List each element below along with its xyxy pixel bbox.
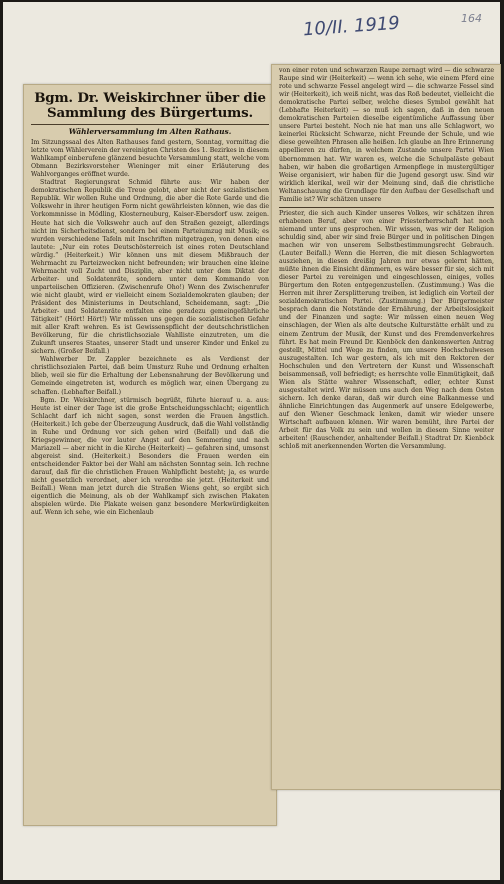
handwritten-date: 10/II. 1919 <box>302 12 401 41</box>
page-number: 164 <box>461 12 482 25</box>
paragraph: Wahlwerber Dr. Zappler bezeichnete es als Verdienst der christlichsozialen Partei, daß beim Umsturz Ruhe und Ordnung erhalten blieb, weil sie für die Erhaltung der Lebensnahrung der Bevölkerung und Gemeinde eingetreten ist, wodurch es möglich war, einen Übergang zu schaffen. (Lebhafter Beifall.) <box>31 356 269 396</box>
archive-sheet <box>3 2 500 880</box>
column-divider <box>279 207 494 208</box>
paragraph: Im Sitzungssaal des Alten Rathauses fand gestern, Sonntag, vormittag die letzte vom Wählerverein der vereinigten Christen des 1. Bezirkes in diesem Wahlkampf einberufene glänzend besuchte Versammlung statt, welche vom Obmann Bezirksvorsteher Wieninger mit einer Erläuterung des Wahlvorganges eröffnet wurde. <box>31 139 269 179</box>
paragraph: Bgm. Dr. Weiskirchner, stürmisch begrüßt, führte hierauf u. a. aus: Heute ist einer der Tage ist die große Entscheidungsschlacht; eigentlich Schlacht darf ich nicht sagen, sonst werden die Frauen ängstlich. (Heiterkeit.) Ich gebe der Überzeugung Ausdruck, daß die Wahl vollständig in Ruhe und Ordnung vor sich gehen wird (Beifall) und daß die Kriegsgewinner, die vor lauter Angst auf den Semmering und nach Mariazell — aber nicht in die Kirche (Heiterkeit) — gefahren sind, umsonst abgereist sind. (Heiterkeit.) Besonders die Frauen werden ein entscheidender Faktor bei der Wahl am nächsten Sonntag sein. Ich rechne darauf, daß für die christlichen Frauen Wahlpflicht besteht; ja, es wurde nicht gesetzlich verordnet, aber ich verordne sie jetzt. (Heiterkeit und Beifall.) Wenn man jetzt durch die Straßen Wiens geht, so ergibt sich eigentlich die Meinung, als ob der Wahlkampf sich zwischen Plakaten abspielen würde. Die Plakate weisen ganz besondere Merkwürdigkeiten auf. Wenn ich sehe, wie ein Eichenlaub <box>31 396 269 517</box>
left-column-text <box>31 85 269 517</box>
clipping-left-column <box>23 84 277 826</box>
paragraph: von einer roten und schwarzen Raupe zernagt wird — die schwarze Raupe sind wir (Heiterkeit) — wenn ich sehe, wie einem Pferd eine rote und schwarze Fessel angelegt wird — die schwarze Fessel sind wir (Heiterkeit), ich weiß nicht, was das Roß bedeutet, vielleicht die demokratische Partei selber, welche dieses Symbol gewählt hat (Lebhafte Heiterkeit) — so muß ich sagen, daß in den neuen demokratischen Parteien dieselbe eigentümliche Auffassung über unsere Partei besteht. Noch nie hat man uns alle Schlagwort, wo keinerlei Rücksicht Schwarze, nicht Freunde der Schule, und wie diese geweihten Phrasen alle heißen. Ich glaube an Ihre Erinnerung appellieren zu dürfen, in welchem Zustande unsere Partei Wien übernommen hat. Wir waren es, welche die Schulpaläste gebaut haben, wir haben die großartigen Armenpflege in mustergültiger Weise organisiert, wir haben für die Jugend gesorgt usw. Sind wir wirklich klerikal, weil wir der Meinung sind, daß die christliche Weltanschauung die Grundlage für den Aufbau der Gesellschaft und Familie ist? Wir schätzen unsere <box>279 67 494 203</box>
right-column-text <box>279 67 494 451</box>
paragraph: Stadtrat Regierungsrat Schmid führte aus: Wir haben der demokratischen Republik die Treue gelobt, aber nicht der sozialistischen Republik. Wir wollen Ruhe und Ordnung, die aber die Rote Garde und die Volkswehr in ihrer heutigen Form nicht gewährleisten können, wie das die Vorkommnisse in Mödling, Klosterneuburg, Kaiser-Ebersdorf usw. zeigen. Heute hat sich die Volkswehr auch auf den Straßen gezeigt, allerdings nicht im Sicherheitsdienst, sondern bei einem Parteiumzug mit Musik; es wurden verschiedene Tafeln mit Inschriften mitgetragen, von denen eine lautete: „Nur ein rotes Deutschösterreich ist eines roten Deutschland würdig.“ (Heiterkeit.) Wir können uns mit diesem Mißbrauch der Wehrmacht zu Parteizwecken nicht befreunden; wir brauchen eine kleine Wehrmacht voll Zucht und Disziplin, aber nicht unter dem Diktat der Arbeiter- und Soldatenräte, sondern unter dem Kommando von unparteiischen Offizieren. (Zwischenrufe Oho!) Wenn des Zwischenrufer wie nicht glaubt, wird er vielleicht einem Sozialdemokraten glauben; der Präsident des Ministeriums in Deutschland, Scheidemann, sagt: „Die Arbeiter- und Soldatenräte entfalten eine geradezu gemeingefährliche Tätigkeit“ (Hört! Hört!) Wir müssen uns gegen die sozialistischen Gefahr mit aller Kraft wehren. Es ist Gewissenspflicht der deutschchristlichen Bevölkerung, für die christlichsoziale Wahlliste einzutreten, um die Zukunft unseres Staates, unserer Stadt und unserer Kinder und Enkel zu sichern. (Großer Beifall.) <box>31 179 269 356</box>
article-headline: Bgm. Dr. Weiskirchner über die Sammlung des Bürgertums. <box>34 90 266 121</box>
paragraph: Priester, die sich auch Kinder unseres Volkes, wir schätzen ihren erhabenen Beruf, aber von einer Priesterherrschaft hat noch niemand unter uns gesprochen. Wir wissen, was wir der Religion schuldig sind, aber wir sind freie Bürger und in politischen Dingen machen wir von unserem Selbstbestimmungsrecht Gebrauch. (Lauter Beifall.) Wenn die Herren, die mit diesen Schlagworten ausziehen, in diesen dreißig Jahren nur etwas gelernt hätten, müßte ihnen die Einsicht dämmern, es wäre besser für sie, sich mit dieser Partei zu vereinigen und eingeschlossen, einiges, volles Bürgertum den Roten entgegenzustellen. (Zustimmung.) Was die Herren mit ihrer Zersplitterung treiben, ist lediglich ein Vorteil der sozialdemokratischen Partei. (Zustimmung.) Der Bürgermeister besprach dann die Notstände der Ernährung, der Arbeitslosigkeit und der Finanzen und sagte: Wir müssen einen neuen Weg einschlagen, der Wien als alte deutsche Kulturstätte erhält und zu einem Zentrum der Musik, der Kunst und des Fremdenverkehres führt. Es hat mein Freund Dr. Kienböck den dankenswerten Antrag gestellt, Mittel und Wege zu finden, um unsere Hochschulwesen auszugestalten. Ich war gestern, als ich mit den Rektoren der Hochschulen und den Vertretern der Kunst und Wissenschaft beisammensaß, voll befriedigt; es herrschte volle Einmütigkeit, daß Wien als Stätte wahrer Wissenschaft, edler, echter Kunst ausgestaltet wird. Wir müssen uns auch den Weg nach dem Osten sichern. Ich denke daran, daß wir durch eine Balkanmesse und ähnliche Einrichtungen das Augenmerk auf unsere Edelgewerbe, auf den Wiener Geschmack lenken, damit wir wieder unsere Wirtschaft aufbauen können. Wir waren bemüht, ihre Partei der Arbeit für das Volk zu sein und wollen in diesem Sinne weiter arbeiten! (Rauschender, anhaltender Beifall.) Stadtrat Dr. Kienböck schloß mit anerkennenden Worten die Versammlung. <box>279 209 494 451</box>
clipping-right-column <box>271 64 501 790</box>
article-subheadline: Wählerversammlung im Alten Rathaus. <box>68 127 232 136</box>
headline-rule <box>31 124 269 125</box>
